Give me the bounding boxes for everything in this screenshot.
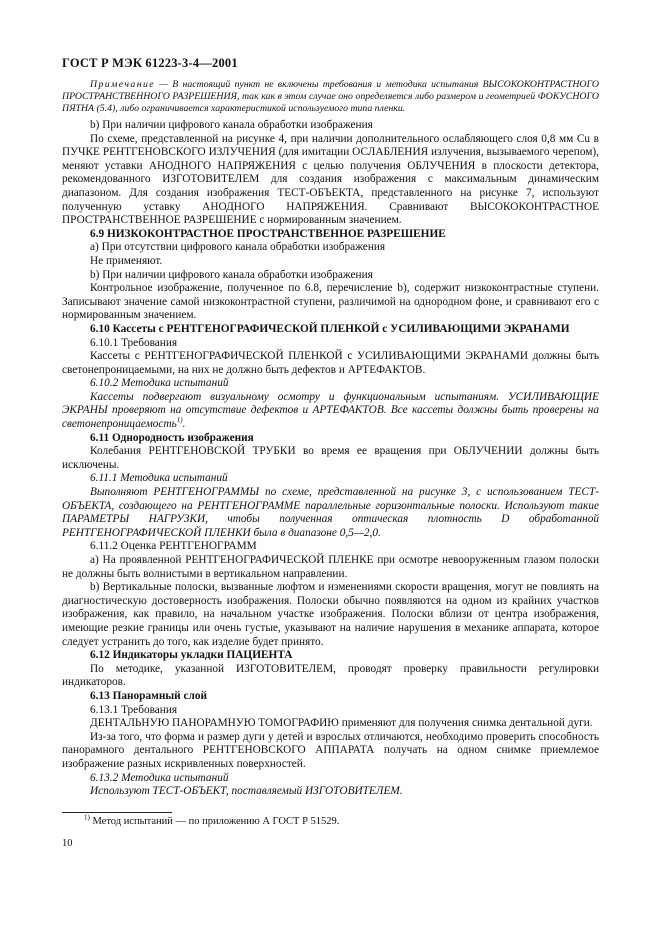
note-text: — В настоящий пункт не включены требования и методика испытания ВЫСОКОКОНТРАСТНОГО ПРОСТРАНСТВЕННОГО РАЗРЕШЕНИЯ, так как в этом случае оно определяется либо размером и геометрией ФОКУСНОГО ПЯТНА (5.4), либо ограничивается характеристикой используемого типа пленки. bbox=[62, 79, 599, 114]
paragraph bbox=[62, 133, 599, 228]
paragraph-text: 6.13.2 Методика испытаний bbox=[90, 771, 229, 784]
footnote-marker: 1) bbox=[84, 813, 90, 822]
paragraph-text: 6.10.2 Методика испытаний bbox=[90, 377, 229, 390]
section-heading bbox=[62, 323, 599, 337]
paragraph bbox=[62, 540, 599, 554]
section-heading bbox=[62, 228, 599, 242]
paragraph-text: b) Вертикальные полоски, вызванные люфтом и изменениями скорости вращения, могут не повлиять на диагностическую достоверность изображения. Полоски обычно появляются на одном из крайних участков изображения, как правило, на начальном участке изображения. Полоски вблизи от центра изображения, имеющие резкие границы или очень густые, указывают на наличие нарушения в механике аппарата, которое следует устранить до того, как изделие будет принято. bbox=[62, 581, 599, 648]
document-header: ГОСТ Р МЭК 61223-3-4—2001 bbox=[62, 56, 238, 70]
note-paragraph bbox=[62, 79, 599, 115]
paragraph-text: Колебания РЕНТГЕНОВСКОЙ ТРУБКИ во время ее вращения при ОБЛУЧЕНИИ должны быть исключены. bbox=[62, 445, 599, 471]
paragraph-text: По методике, указанной ИЗГОТОВИТЕЛЕМ, проводят проверку правильности регулировки индикаторов. bbox=[62, 662, 599, 689]
paragraph-text: 6.11.2 Оценка РЕНТГЕНОГРАММ bbox=[90, 540, 257, 553]
paragraph bbox=[62, 772, 599, 786]
paragraph-text: a) При отсутствии цифрового канала обработки изображения bbox=[90, 241, 386, 254]
paragraph-tail: . bbox=[182, 418, 186, 431]
paragraph bbox=[62, 554, 599, 581]
paragraph-text: b) При наличии цифрового канала обработки изображения bbox=[90, 119, 373, 131]
paragraph bbox=[62, 119, 599, 133]
paragraph bbox=[62, 282, 599, 323]
paragraph-text: b) При наличии цифрового канала обработки изображения bbox=[90, 268, 373, 281]
paragraph-text: 6.13.1 Требования bbox=[90, 703, 178, 716]
paragraph-text: 6.11 Однородность изображения bbox=[90, 431, 254, 444]
paragraph bbox=[62, 704, 599, 718]
paragraph-text: 6.11.1 Методика испытаний bbox=[90, 472, 228, 485]
paragraph-text: Используют ТЕСТ-ОБЪЕКТ, поставляемый ИЗГОТОВИТЕЛЕМ. bbox=[90, 785, 403, 798]
paragraph-list bbox=[62, 119, 599, 799]
paragraph bbox=[62, 731, 599, 772]
note-label: Примечание bbox=[90, 79, 156, 90]
paragraph bbox=[62, 785, 599, 799]
paragraph-text: 6.9 НИЗКОКОНТРАСТНОЕ ПРОСТРАНСТВЕННОЕ РАЗРЕШЕНИЕ bbox=[90, 227, 446, 240]
footnote-text: Метод испытаний — по приложению А ГОСТ Р 51529. bbox=[89, 816, 340, 827]
paragraph-text: Не применяют. bbox=[90, 254, 163, 267]
document-body bbox=[62, 79, 599, 799]
section-heading bbox=[62, 649, 599, 663]
paragraph-text: 6.13 Панорамный слой bbox=[90, 689, 207, 702]
paragraph bbox=[62, 255, 599, 269]
paragraph-text: Из-за того, что форма и размер дуги у детей и взрослых отличаются, необходимо проверить способность панорамного дентального РЕНТГЕНОВСКОГО АППАРАТА получать на одном снимке приемлемое изображение разных искривленных поверхностей. bbox=[62, 730, 599, 770]
paragraph bbox=[62, 269, 599, 283]
paragraph bbox=[62, 445, 599, 472]
paragraph-text: a) На проявленной РЕНТГЕНОГРАФИЧЕСКОЙ ПЛЕНКЕ при осмотре невооруженным глазом полоски не должны быть волнистыми в вертикальном направлении. bbox=[62, 554, 599, 580]
section-heading bbox=[62, 690, 599, 704]
paragraph-text: 6.10 Кассеты с РЕНТГЕНОГРАФИЧЕСКОЙ ПЛЕНКОЙ с УСИЛИВАЮЩИМИ ЭКРАНАМИ bbox=[90, 322, 570, 335]
footnote bbox=[84, 813, 599, 828]
paragraph bbox=[62, 717, 599, 731]
paragraph-text: 6.10.1 Требования bbox=[90, 336, 178, 349]
paragraph-text: По схеме, представленной на рисунке 4, при наличии дополнительного ослабляющего слоя 0,8 мм Cu в ПУЧКЕ РЕНТГЕНОВСКОГО ИЗЛУЧЕНИЯ (для имитации ОСЛАБЛЕНИЯ излучения, вызываемого черепом), меняют уставки АНОДНОГО НАПРЯЖЕНИЯ с целью получения ОБЛУЧЕНИЯ в плоскости детектора, рекомендованного ИЗГОТОВИТЕЛЕМ для создания изображения с максимальным динамическим диапазоном. Для создания изображения ТЕСТ-ОБЪЕКТА, представленного на рисунке 7, используют полученную уставку АНОДНОГО НАПРЯЖЕНИЯ. Сравнивают ВЫСОКОКОНТРАСТНОЕ ПРОСТРАНСТВЕННОЕ РАЗРЕШЕНИЕ с нормированным значением. bbox=[62, 132, 599, 227]
paragraph-text: Выполняют РЕНТГЕНОГРАММЫ по схеме, представленной на рисунке 3, с использованием ТЕСТ-ОБЪЕКТА, создающего на РЕНТГЕНОГРАММЕ параллельные горизонтальные полоски. Используют такие ПАРАМЕТРЫ НАГРУЗКИ, чтобы полученная оптическая плотность D обработанной РЕНТГЕНОГРАФИЧЕСКОЙ ПЛЕНКИ была в диапазоне 0,5—2,0. bbox=[62, 486, 599, 539]
paragraph bbox=[62, 377, 599, 391]
paragraph bbox=[62, 486, 599, 540]
paragraph-text: 6.12 Индикаторы укладки ПАЦИЕНТА bbox=[90, 649, 293, 662]
paragraph bbox=[62, 581, 599, 649]
paragraph-text: Кассеты подвергают визуальному осмотру и функциональным испытаниям. УСИЛИВАЮЩИЕ ЭКРАНЫ проверяют на отсутствие дефектов и АРТЕФАКТОВ. Все кассеты должны быть проверены на светонепроницаемость bbox=[62, 390, 599, 431]
footnote-reference: 1) bbox=[176, 416, 183, 425]
paragraph bbox=[62, 472, 599, 486]
paragraph bbox=[62, 241, 599, 255]
paragraph bbox=[62, 350, 599, 377]
paragraph bbox=[62, 337, 599, 351]
paragraph-text: Контрольное изображение, полученное по 6.8, перечисление b), содержит низкоконтрастные ступени. Записывают значение самой низкоконтрастной ступени, различимой на однородном фоне, и сравнивают его с нормированным значением. bbox=[62, 282, 599, 322]
footnote-divider bbox=[62, 812, 172, 813]
section-heading bbox=[62, 432, 599, 446]
paragraph-text: Кассеты с РЕНТГЕНОГРАФИЧЕСКОЙ ПЛЕНКОЙ с УСИЛИВАЮЩИМИ ЭКРАНАМИ должны быть светонепроницаемыми, на них не должно быть дефектов и АРТЕФАКТОВ. bbox=[62, 350, 599, 376]
paragraph bbox=[62, 663, 599, 690]
paragraph bbox=[62, 391, 599, 432]
paragraph-text: ДЕНТАЛЬНУЮ ПАНОРАМНУЮ ТОМОГРАФИЮ применяют для получения снимка дентальной дуги. bbox=[90, 717, 593, 730]
page-number: 10 bbox=[62, 838, 73, 849]
